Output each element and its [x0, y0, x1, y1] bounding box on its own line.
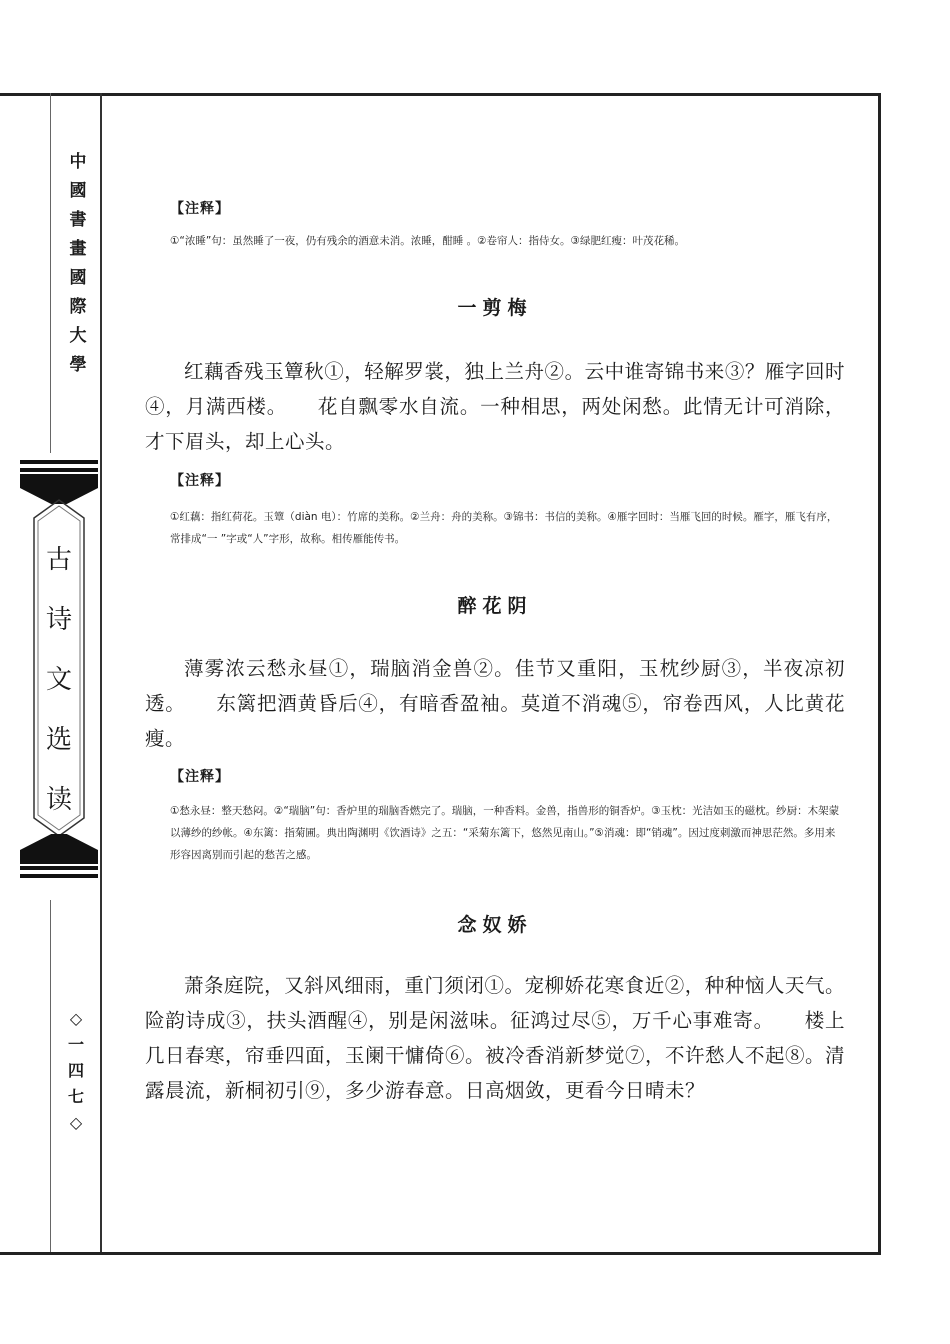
page-number: ◇ 一 四 七 ◇ — [67, 1009, 84, 1132]
poem-text: 萧条庭院，又斜风细雨，重门须闭①。宠柳娇花寒食近②，种种恼人天气。险韵诗成③，扶头酒醒④，别是闲滋味。征鸿过尽⑤，万千心事难寄。 楼上几日春寒，帘垂四面，玉阑干慵倚⑥。被冷香消新梦觉⑦，不许愁人不起⑧。清露晨流，新桐初引⑨，多少游春意。日高烟敛，更看今日晴未？ — [145, 974, 846, 1102]
note-label: 【注释】 — [170, 201, 230, 217]
poem-text: 薄雾浓云愁永昼①，瑞脑消金兽②。佳节又重阳，玉枕纱厨③，半夜凉初透。 东篱把酒黄昏后④，有暗香盈袖。莫道不消魂⑤，帘卷西风，人比黄花瘦。 — [145, 657, 845, 750]
section-title: 古 诗 文 选 读 — [45, 545, 72, 815]
series-title: 中 國 書 畫 國 際 大 學 — [69, 152, 87, 375]
poem-title: 一剪梅 — [457, 297, 533, 319]
ornament-band-bottom — [20, 848, 98, 878]
poem-text: 红藕香残玉簟秋①，轻解罗裳，独上兰舟②。云中谁寄锦书来③？雁字回时④，月满西楼。 花自飘零水自流。一种相思，两处闲愁。此情无计可消除，才下眉头，却上心头。 — [145, 360, 845, 453]
ornament-shape — [20, 834, 98, 864]
spine-divider — [100, 93, 102, 1252]
note-label: 【注释】 — [170, 769, 230, 785]
note-label: 【注释】 — [170, 473, 230, 489]
ornament-band-top — [20, 460, 98, 490]
note-text: ①愁永昼：整天愁闷。②“瑞脑”句：香炉里的瑞脑香燃完了。瑞脑，一种香料。金兽，指兽形的铜香炉。③玉枕：光洁如玉的磁枕。纱厨：木架蒙以薄纱的纱帐。④东篱：指菊圃。典出陶渊明《饮酒诗》之五：“采菊东篱下，悠然见南山。”⑤消魂：即“销魂”。因过度刺激而神思茫然。多用来形容因离别而引起的愁苦之感。 — [170, 805, 840, 861]
poem-title: 醉花阴 — [457, 595, 533, 617]
poem-title: 念奴娇 — [457, 914, 533, 936]
spine-rule-top — [50, 93, 51, 453]
note-text: ①红藕：指红荷花。玉簟（diàn 电）：竹席的美称。②兰舟：舟的美称。③锦书：书信的美称。④雁字回时：当雁飞回的时候。雁字，雁飞有序，常排成“一 ”字或“人”字形，故称。相传雁能传书。 — [170, 511, 838, 545]
spine-rule-bottom — [50, 900, 51, 1252]
note-text: ①“浓睡”句：虽然睡了一夜，仍有残余的酒意未消。浓睡，酣睡 。②卷帘人：指侍女。③绿肥红瘦：叶茂花稀。 — [170, 235, 685, 247]
